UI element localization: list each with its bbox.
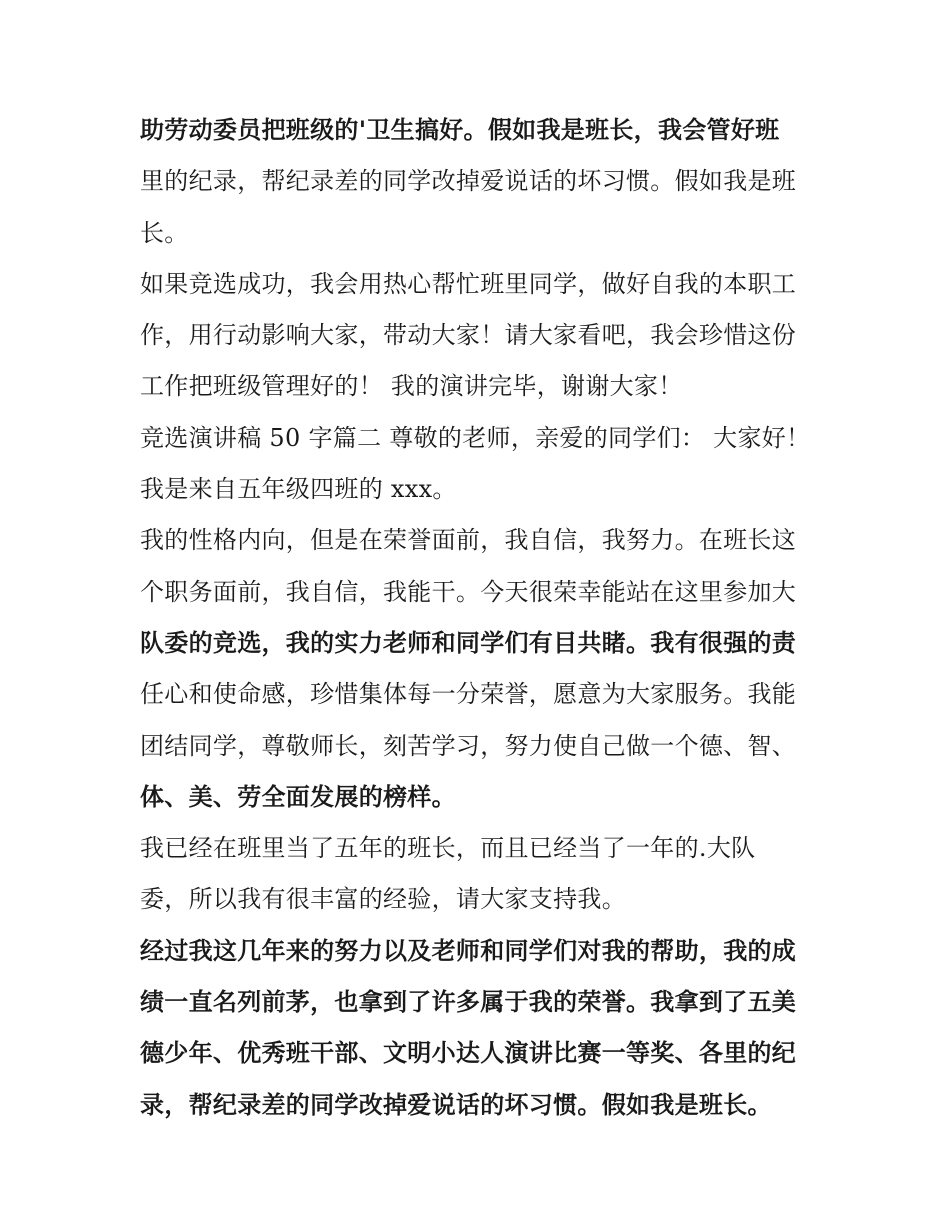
text-line: 竞选演讲稿 50 字篇二 尊敬的老师，亲爱的同学们： 大家好！ [140, 423, 811, 452]
text-line: 助劳动委员把班级的'卫生搞好。假如我是班长，我会管好班 [140, 116, 780, 144]
text-line: 委，所以我有很丰富的经验，请大家支持我。 [140, 885, 626, 914]
text-line: 队委的竞选，我的实力老师和同学们有目共睹。我有很强的责 [140, 628, 797, 657]
text-line: 团结同学，尊敬师长，刻苦学习，努力使自己做一个德、智、 [140, 731, 797, 760]
text-line: 录，帮纪录差的同学改掉爱说话的坏习惯。假如我是班长。 [140, 1090, 772, 1119]
text-line: 如果竞选成功，我会用热心帮忙班里同学，做好自我的本职工 [140, 269, 797, 298]
text-line: 体、美、劳全面发展的榜样。 [140, 782, 456, 811]
text-line: 长。 [140, 218, 189, 247]
text-line: 我的性格内向，但是在荣誉面前，我自信，我努力。在班长这 [140, 526, 797, 555]
text-line: 绩一直名列前茅，也拿到了许多属于我的荣誉。我拿到了五美 [140, 988, 797, 1017]
text-line: 里的纪录，帮纪录差的同学改掉爱说话的坏习惯。假如我是班 [140, 167, 797, 196]
text-line: 个职务面前，我自信，我能干。今天很荣幸能站在这里参加大 [140, 577, 797, 606]
text-line: 任心和使命感，珍惜集体每一分荣誉，愿意为大家服务。我能 [140, 680, 797, 709]
text-line: 我是来自五年级四班的 xxx。 [140, 475, 457, 504]
text-line: 我已经在班里当了五年的班长，而且已经当了一年的.大队 [140, 834, 756, 863]
text-line: 德少年、优秀班干部、文明小达人演讲比赛一等奖、各里的纪 [140, 1039, 797, 1068]
document-page [140, 105, 820, 1131]
text-line: 作，用行动影响大家，带动大家！请大家看吧，我会珍惜这份 [140, 321, 797, 350]
text-line: 工作把班级管理好的！ 我的演讲完毕，谢谢大家！ [140, 372, 683, 401]
text-line: 经过我这几年来的努力以及老师和同学们对我的帮助，我的成 [140, 936, 797, 965]
